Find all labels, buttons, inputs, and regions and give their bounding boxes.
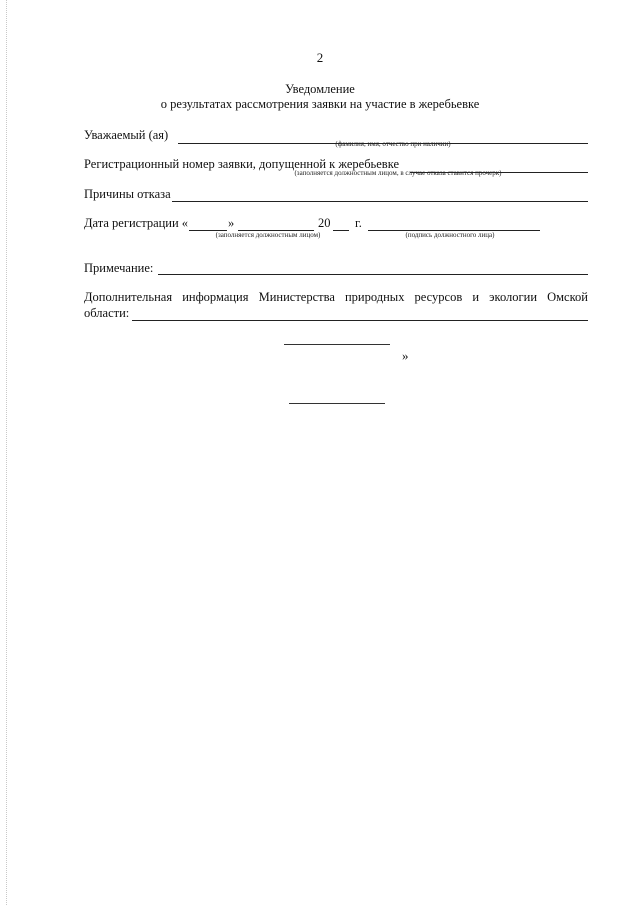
refusal-field[interactable]: [172, 201, 588, 202]
additional-info-field[interactable]: [132, 320, 588, 321]
reg-number-hint: (заполняется должностным лицом, в случае отказа ставится прочерк): [294, 169, 502, 177]
additional-region-label: области:: [84, 306, 130, 320]
refusal-label: Причины отказа: [84, 187, 171, 201]
additional-info-line: [84, 290, 588, 305]
title-line-1: Уведомление: [285, 82, 355, 96]
document-title: [0, 82, 640, 112]
note-label: Примечание:: [84, 261, 154, 275]
additional-word: Министерства: [258, 290, 335, 304]
additional-word: природных: [344, 290, 405, 304]
additional-word: экологии: [489, 290, 538, 304]
page-number: 2: [316, 50, 324, 65]
note-field[interactable]: [158, 274, 588, 275]
additional-word: Дополнительная: [84, 290, 173, 304]
reg-number-label: Регистрационный номер заявки, допущенной к жеребьевке: [84, 157, 400, 171]
end-separator-line: [289, 403, 385, 404]
closing-quote: »: [402, 348, 409, 363]
signature-hint: (подпись должностного лица): [405, 231, 495, 239]
scan-edge: [6, 0, 7, 905]
reg-date-label: Дата регистрации «: [84, 216, 189, 230]
additional-word: информация: [182, 290, 249, 304]
reg-year-suffix: г.: [355, 216, 362, 230]
additional-word: ресурсов: [414, 290, 463, 304]
title-line-2: о результатах рассмотрения заявки на участие в жеребьевке: [160, 97, 480, 111]
reg-date-quote-close: »: [228, 216, 235, 230]
additional-word: Омской: [547, 290, 588, 304]
reg-year-prefix: 20: [318, 216, 331, 230]
dear-hint: (фамилия, имя, отчество при наличии): [335, 140, 451, 148]
separator-line: [284, 344, 390, 345]
additional-word: и: [472, 290, 480, 304]
dear-label: Уважаемый (ая): [84, 128, 169, 142]
reg-date-hint: (заполняется должностным лицом): [215, 231, 321, 239]
